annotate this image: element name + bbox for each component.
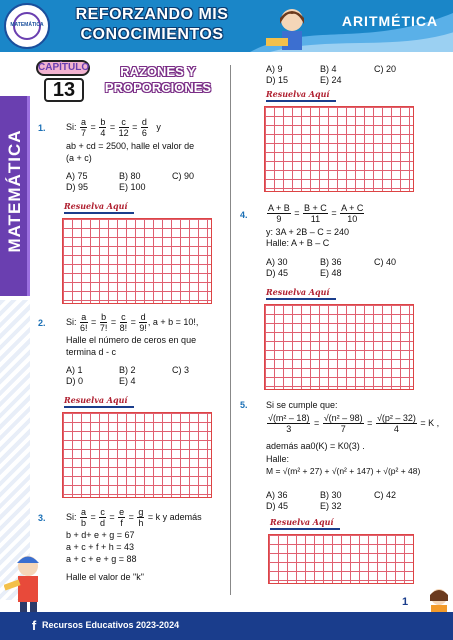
question-1-option-d: D) 95 xyxy=(66,182,89,192)
question-3-option-c: C) 20 xyxy=(374,64,397,74)
question-1-option-b: B) 80 xyxy=(119,171,141,181)
resuelva-aqui-label-1: Resuelva Aquí xyxy=(64,200,134,214)
question-2-line-3: termina d - c xyxy=(66,347,117,357)
question-4-line-3: Halle: A + B – C xyxy=(266,238,330,248)
sidebar-label: MATEMÁTICA xyxy=(5,129,24,253)
subject-title: ARITMÉTICA xyxy=(341,13,439,29)
question-3-line-3: a + c + f + h = 43 xyxy=(66,542,135,552)
header-title: REFORZANDO MIS CONOCIMIENTOS xyxy=(75,6,229,43)
question-2-option-c: C) 3 xyxy=(172,365,190,375)
question-1-option-c: C) 90 xyxy=(172,171,195,181)
school-logo: MATEMÁTICA xyxy=(4,3,50,49)
question-5-option-d: D) 45 xyxy=(266,501,289,511)
chapter-number: 13 xyxy=(44,78,84,102)
question-5-equation: $\frac{\text{√(m² – 18)}}{3}$ = $\frac{\text{√(n² – 98)}}{7}$ = $\frac{\text{√(p² – 32)}}{4}$ = K , xyxy=(268,413,440,434)
question-4-number: 4. xyxy=(240,210,248,220)
footer-text: Recursos Educativos 2023-2024 xyxy=(42,620,180,630)
facebook-icon[interactable]: f xyxy=(31,618,37,633)
answer-grid-4[interactable] xyxy=(264,304,414,390)
resuelva-aqui-label-4: Resuelva Aquí xyxy=(266,286,336,300)
resuelva-aqui-label-5: Resuelva Aquí xyxy=(270,516,340,530)
chapter-title: RAZONES Y PROPORCIONES xyxy=(104,64,212,95)
page-footer xyxy=(0,612,453,640)
question-1-option-a: A) 75 xyxy=(66,171,88,181)
chapter-label: CAPÍTULO xyxy=(36,60,90,76)
column-divider xyxy=(230,65,231,595)
question-3-line-2: b + d+ e + g = 67 xyxy=(66,530,135,540)
question-5-number: 5. xyxy=(240,400,248,410)
question-4-equation: $\frac{A + B}{9}$ = $\frac{B + C}{11}$ = $\frac{A + C}{10}$ xyxy=(268,203,364,224)
student-boy-illustration xyxy=(4,552,50,612)
question-2-option-d: D) 0 xyxy=(66,376,84,386)
question-5-option-b: B) 30 xyxy=(320,490,342,500)
answer-grid-3[interactable] xyxy=(264,106,414,192)
question-5-option-c: C) 42 xyxy=(374,490,397,500)
question-4-option-b: B) 36 xyxy=(320,257,342,267)
question-1-line-2: ab + cd = 2500, halle el valor de xyxy=(66,141,195,151)
question-5-option-a: A) 36 xyxy=(266,490,288,500)
question-1-number: 1. xyxy=(38,123,46,133)
page-header xyxy=(0,0,453,52)
question-5-line-3: además aa0(K) = K0(3) . xyxy=(266,441,365,451)
question-4-option-a: A) 30 xyxy=(266,257,288,267)
question-3-line-4: a + c + e + g = 88 xyxy=(66,554,137,564)
question-3-number: 3. xyxy=(38,513,46,523)
question-2-number: 2. xyxy=(38,318,46,328)
answer-grid-5[interactable] xyxy=(268,534,414,584)
question-3-line-5: Halle el valor de "k" xyxy=(66,572,144,582)
question-5-line-1: Si se cumple que: xyxy=(266,400,338,410)
question-2-option-e: E) 4 xyxy=(119,376,136,386)
student-girl-illustration xyxy=(262,4,322,50)
question-1-line-3: (a + c) xyxy=(66,153,92,163)
question-4-option-c: C) 40 xyxy=(374,257,397,267)
question-3-option-a: A) 9 xyxy=(266,64,283,74)
question-1-option-e: E) 100 xyxy=(119,182,146,192)
question-2-equation: Si: $\frac{a}{6!}$ = $\frac{b}{7!}$ = $\frac{c}{8!}$ = $\frac{d}{9!}$ , a + b = 10!, xyxy=(66,312,199,333)
question-3-equation: Si: $\frac{a}{b}$ = $\frac{c}{d}$ = $\frac{e}{f}$ = $\frac{g}{h}$ = k y además xyxy=(66,507,202,528)
page-number: 1 xyxy=(402,596,409,608)
subject-sidebar xyxy=(0,96,30,296)
question-2-option-a: A) 1 xyxy=(66,365,83,375)
resuelva-aqui-label-2: Resuelva Aquí xyxy=(64,394,134,408)
question-3-option-e: E) 24 xyxy=(320,75,342,85)
resuelva-aqui-label-3: Resuelva Aquí xyxy=(266,88,336,102)
answer-grid-2[interactable] xyxy=(62,412,212,498)
question-2-option-b: B) 2 xyxy=(119,365,136,375)
question-4-line-2: y: 3A + 2B – C = 240 xyxy=(266,227,350,237)
question-3-option-b: B) 4 xyxy=(320,64,337,74)
answer-grid-1[interactable] xyxy=(62,218,212,304)
question-5-option-e: E) 32 xyxy=(320,501,342,511)
question-4-option-e: E) 48 xyxy=(320,268,342,278)
chapter-heading xyxy=(36,60,216,104)
question-3-option-d: D) 15 xyxy=(266,75,289,85)
question-5-line-4: Halle: xyxy=(266,454,290,464)
question-4-option-d: D) 45 xyxy=(266,268,289,278)
question-5-line-5: M = √(m² + 27) + √(n² + 147) + √(p² + 48) xyxy=(266,466,421,476)
question-1-equation: Si: $\frac{a}{7}$ = $\frac{b}{4}$ = $\frac{c}{12}$ = $\frac{d}{6}$ y xyxy=(66,117,161,138)
question-2-line-2: Halle el número de ceros en que xyxy=(66,335,197,345)
